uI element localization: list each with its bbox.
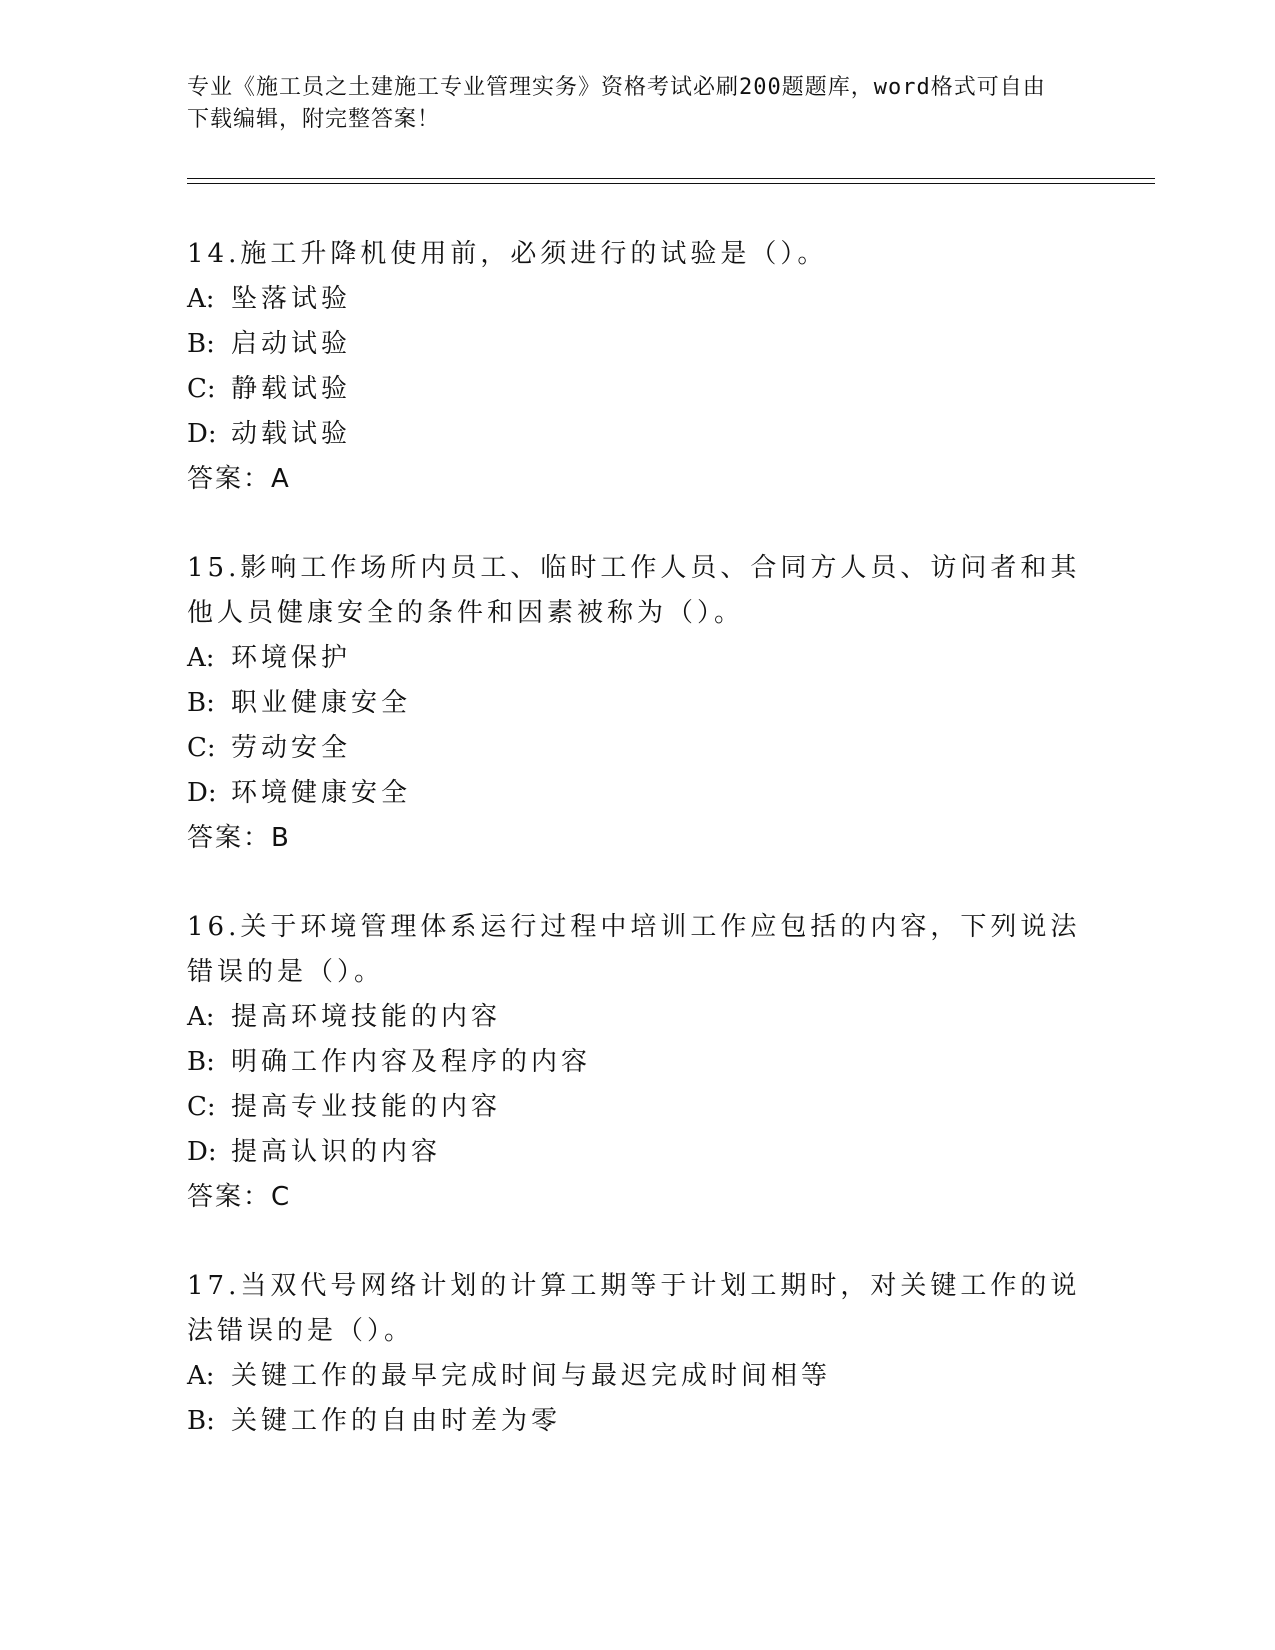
- option-letter: B:: [187, 1406, 215, 1436]
- option-a: [187, 636, 1087, 681]
- question-list: [187, 232, 1087, 1488]
- option-a: [187, 1354, 1087, 1399]
- option-text: 提高环境技能的内容: [231, 1002, 502, 1032]
- option-b: [187, 1399, 1087, 1444]
- answer-line: 答案：A: [187, 464, 291, 494]
- option-a: [187, 277, 1087, 322]
- option-text: 职业健康安全: [231, 688, 412, 718]
- answer-line: 答案：B: [187, 823, 291, 853]
- document-header: [187, 72, 1067, 136]
- option-letter: D:: [187, 1137, 217, 1167]
- option-text: 环境健康安全: [231, 778, 412, 808]
- question-stem: 16.关于环境管理体系运行过程中培训工作应包括的内容，下列说法错误的是（）。: [187, 912, 1081, 987]
- option-letter: C:: [187, 733, 216, 763]
- option-text: 提高认识的内容: [231, 1137, 442, 1167]
- question-15: [187, 546, 1087, 861]
- option-text: 关键工作的最早完成时间与最迟完成时间相等: [231, 1361, 832, 1391]
- option-text: 明确工作内容及程序的内容: [231, 1047, 592, 1077]
- option-c: [187, 367, 1087, 412]
- option-d: [187, 1130, 1087, 1175]
- option-letter: B:: [187, 329, 215, 359]
- option-text: 启动试验: [231, 329, 352, 359]
- question-stem: 15.影响工作场所内员工、临时工作人员、合同方人员、访问者和其他人员健康安全的条件和因素被称为（）。: [187, 553, 1081, 628]
- header-divider-top: [187, 178, 1155, 179]
- question-17: [187, 1264, 1087, 1444]
- option-letter: A:: [187, 643, 215, 673]
- question-stem: 14.施工升降机使用前，必须进行的试验是（）。: [187, 239, 828, 269]
- option-text: 坠落试验: [231, 284, 352, 314]
- option-text: 环境保护: [231, 643, 352, 673]
- option-letter: D:: [187, 419, 217, 449]
- option-letter: B:: [187, 688, 215, 718]
- question-14: [187, 232, 1087, 502]
- option-text: 静载试验: [231, 374, 352, 404]
- option-letter: C:: [187, 374, 216, 404]
- option-letter: A:: [187, 284, 215, 314]
- option-letter: D:: [187, 778, 217, 808]
- option-letter: C:: [187, 1092, 216, 1122]
- question-stem: 17.当双代号网络计划的计算工期等于计划工期时，对关键工作的说法错误的是（）。: [187, 1271, 1081, 1346]
- option-b: [187, 1040, 1087, 1085]
- question-16: [187, 905, 1087, 1220]
- option-text: 劳动安全: [231, 733, 352, 763]
- option-a: [187, 995, 1087, 1040]
- option-text: 提高专业技能的内容: [231, 1092, 502, 1122]
- option-b: [187, 681, 1087, 726]
- option-c: [187, 1085, 1087, 1130]
- option-c: [187, 726, 1087, 771]
- option-letter: A:: [187, 1361, 215, 1391]
- option-text: 关键工作的自由时差为零: [231, 1406, 562, 1436]
- option-letter: A:: [187, 1002, 215, 1032]
- header-text: 专业《施工员之土建施工专业管理实务》资格考试必刷200题题库，word格式可自由下载编辑，附完整答案！: [187, 75, 1046, 132]
- option-d: [187, 771, 1087, 816]
- option-b: [187, 322, 1087, 367]
- answer-line: 答案：C: [187, 1182, 292, 1212]
- option-d: [187, 412, 1087, 457]
- option-letter: B:: [187, 1047, 215, 1077]
- header-divider-bottom: [187, 183, 1155, 184]
- option-text: 动载试验: [231, 419, 352, 449]
